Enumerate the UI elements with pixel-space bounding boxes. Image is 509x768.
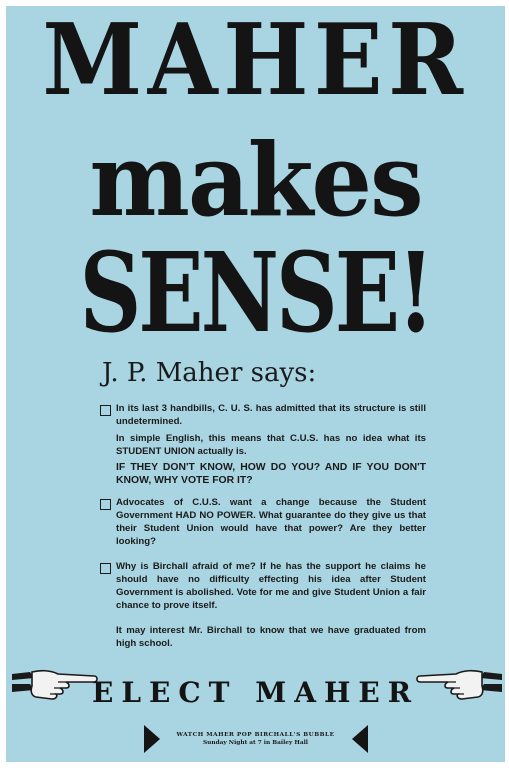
point-1-paragraph-1: In its last 3 handbills, C. U. S. has admitted that its structure is still undetermined. xyxy=(116,403,426,427)
elect-maher: ELECT MAHER xyxy=(91,676,420,709)
point-1-paragraph-3: IF THEY DON'T KNOW, HOW DO YOU? AND IF YOU DON'T KNOW, WHY VOTE FOR IT? xyxy=(116,462,426,486)
point-3-paragraph-1: Why is Birchall afraid of me? If he has the support he claims he should have no difficulty effecting his idea after Student Government is abolished. Vote for me and give Student Union a fair chance to prove itself. xyxy=(116,561,426,611)
poster xyxy=(6,6,505,762)
headline-makes: makes xyxy=(89,121,422,239)
point-2-paragraph-1: Advocates of C.U.S. want a change because the Student Government HAD NO POWER. What guarantee do they give us that their Student Union would have that power? Are they better looking? xyxy=(116,497,426,547)
footer-line-2: Sunday Night at 7 in Bailey Hall xyxy=(203,740,308,746)
arrow-left-icon xyxy=(350,723,372,755)
checkbox-1[interactable] xyxy=(100,405,111,416)
headline-maher: MAHER xyxy=(42,6,469,118)
subhead: J. P. Maher says: xyxy=(102,358,317,388)
headline-sense: SENSE! xyxy=(79,228,432,357)
checkbox-3[interactable] xyxy=(100,563,111,574)
point-3-paragraph-2: It may interest Mr. Birchall to know that we have graduated from high school. xyxy=(116,625,426,649)
point-1-paragraph-2: In simple English, this means that C.U.S. has no idea what its STUDENT UNION actually is. xyxy=(116,433,426,457)
footer-line-1: WATCH MAHER POP BIRCHALL'S BUBBLE xyxy=(176,732,335,738)
arrow-right-icon xyxy=(140,723,162,755)
checkbox-2[interactable] xyxy=(100,499,111,510)
